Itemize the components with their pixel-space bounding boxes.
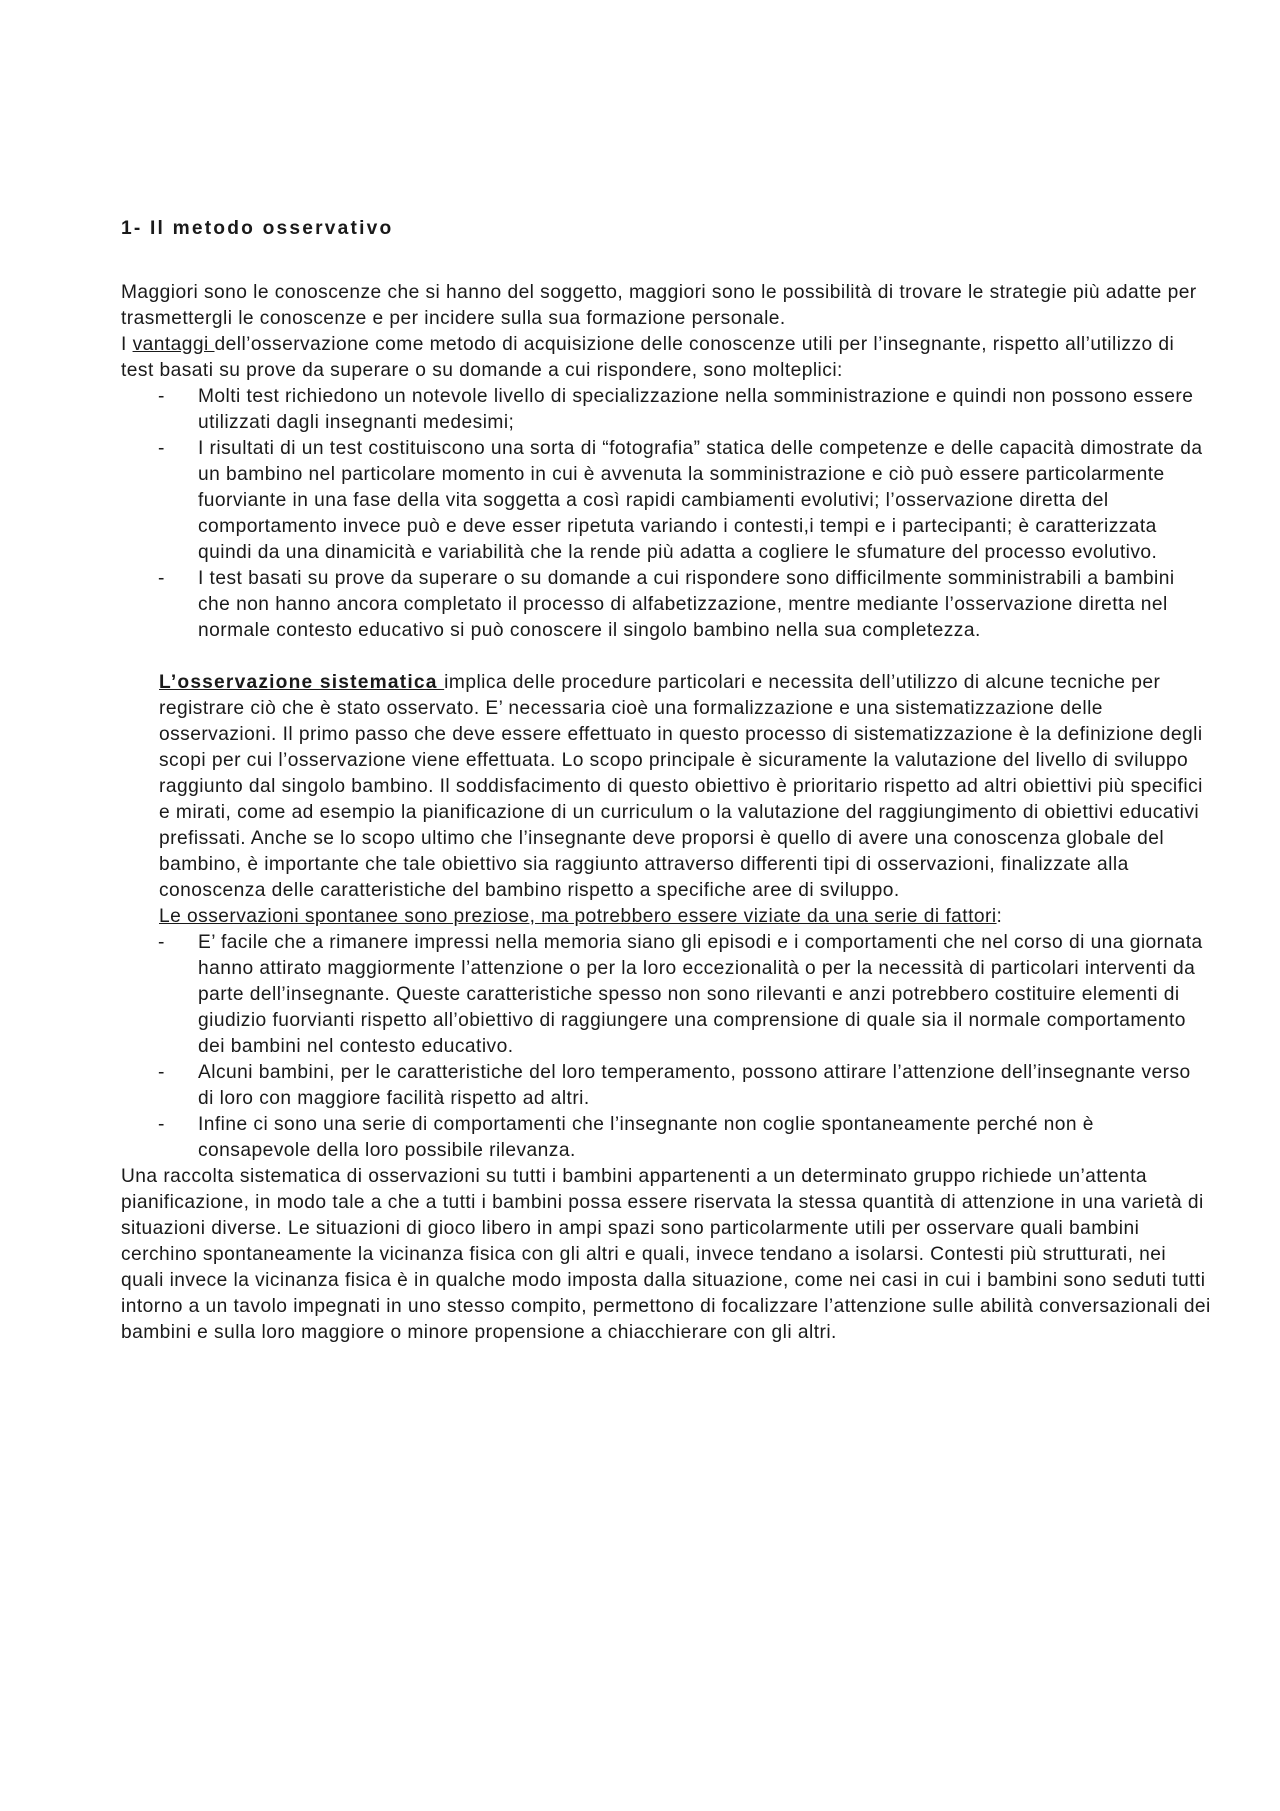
list-item — [158, 436, 1211, 566]
spontaneous-heading: Le osservazioni spontanee sono preziose, ma potrebbero essere viziate da una serie di fattori — [159, 906, 997, 927]
list-item — [158, 930, 1211, 1060]
list-item — [158, 566, 1211, 644]
list-item — [158, 1112, 1211, 1164]
document-page — [121, 216, 1211, 1346]
intro-paragraph — [121, 280, 1211, 384]
dash-bullet: - — [158, 1114, 165, 1135]
list-item-text: I risultati di un test costituiscono una sorta di “fotografia” statica delle competenze e delle capacità dimostrate da un bambino nel particolare momento in cui è avvenuta la somministrazione e ciò può essere particolarmente fuorviante in una fase della vita soggetta a così rapidi cambiamenti evolutivi; l’osservazione diretta del comportamento invece può e deve esser ripetuta variando i contesti,i tempi e i partecipanti; è caratterizzata quindi da una dinamicità e variabilità che la rende più adatta a cogliere le sfumature del processo evolutivo. — [198, 438, 1203, 563]
list-item-text: Infine ci sono una serie di comportamenti che l’insegnante non coglie spontaneamente perché non è consapevole della loro possibile rilevanza. — [198, 1114, 1094, 1161]
spontaneous-colon: : — [996, 906, 1003, 927]
list-item-text: Alcuni bambini, per le caratteristiche del loro temperamento, possono attirare l’attenzione dell’insegnante verso di loro con maggiore facilità rispetto ad altri. — [198, 1062, 1191, 1109]
list-item — [158, 384, 1211, 436]
list-item-text: E’ facile che a rimanere impressi nella memoria siano gli episodi e i comportamenti che nel corso di una giornata hanno attirato maggiormente l’attenzione o per la loro eccezionalità o per la necessità di particolari interventi da parte dell’insegnante. Queste caratteristiche spesso non sono rilevanti e anzi potrebbero costituire elementi di giudizio fuorvianti rispetto all’obiettivo di raggiungere una comprensione di quale sia il normale comportamento dei bambini nel contesto educativo. — [198, 932, 1203, 1057]
list-item-text: I test basati su prove da superare o su domande a cui rispondere sono difficilmente somministrabili a bambini che non hanno ancora completato il processo di alfabetizzazione, mentre mediante l’osservazione diretta nel normale contesto educativo si può conoscere il singolo bambino nella sua completezza. — [198, 568, 1175, 641]
dash-bullet: - — [158, 386, 165, 407]
systematic-paragraph — [159, 670, 1211, 904]
advantages-list — [121, 384, 1211, 644]
intro-vantaggi-text: dell’osservazione come metodo di acquisizione delle conoscenze utili per l’insegnante, rispetto all’utilizzo di test basati su prove da superare o su domande a cui rispondere, sono molteplici: — [121, 334, 1175, 381]
factors-list — [121, 930, 1211, 1164]
section-title: 1- Il metodo osservativo — [121, 218, 394, 239]
systematic-section — [121, 670, 1211, 930]
conclusion-paragraph: Una raccolta sistematica di osservazioni su tutti i bambini appartenenti a un determinato gruppo richiede un’attenta pianificazione, in modo tale a che a tutti i bambini possa essere riservata la stessa quantità di attenzione in una varietà di situazioni diverse. Le situazioni di gioco libero in ampi spazi sono particolarmente utili per osservare quali bambini cerchino spontaneamente la vicinanza fisica con gli altri e quali, invece tendano a isolarsi. Contesti più strutturati, nei quali invece la vicinanza fisica è in qualche modo imposta dalla situazione, come nei casi in cui i bambini sono seduti tutti intorno a un tavolo impegnati in uno stesso compito, permettono di focalizzare l’attenzione sulle abilità conversazionali dei bambini e sulla loro maggiore o minore propensione a chiacchierare con gli altri. — [121, 1166, 1211, 1343]
vantaggi-term: vantaggi — [132, 334, 215, 355]
dash-bullet: - — [158, 1062, 165, 1083]
dash-bullet: - — [158, 568, 165, 589]
systematic-term: L’osservazione sistematica — [159, 672, 445, 693]
intro-prefix: I — [121, 334, 133, 355]
spontaneous-heading-line — [159, 904, 1211, 930]
dash-bullet: - — [158, 932, 165, 953]
list-item — [158, 1060, 1211, 1112]
dash-bullet: - — [158, 438, 165, 459]
systematic-text: implica delle procedure particolari e necessita dell’utilizzo di alcune tecniche per registrare ciò che è stato osservato. E’ necessaria cioè una formalizzazione e una sistematizzazione delle osservazioni. Il primo passo che deve essere effettuato in questo processo di sistematizzazione è la definizione degli scopi per cui l’osservazione viene effettuata. Lo scopo principale è sicuramente la valutazione del livello di sviluppo raggiunto dal singolo bambino. Il soddisfacimento di questo obiettivo è prioritario rispetto ad altri obiettivi più specifici e mirati, come ad esempio la pianificazione di un curriculum o la valutazione del raggiungimento di obiettivi educativi prefissati. Anche se lo scopo ultimo che l’insegnante deve proporsi è quello di avere una conoscenza globale del bambino, è importante che tale obiettivo sia raggiunto attraverso differenti tipi di osservazioni, finalizzate alla conoscenza delle caratteristiche del bambino rispetto a specifiche aree di sviluppo. — [159, 672, 1203, 901]
list-item-text: Molti test richiedono un notevole livello di specializzazione nella somministrazione e quindi non possono essere utilizzati dagli insegnanti medesimi; — [198, 386, 1194, 433]
intro-text: Maggiori sono le conoscenze che si hanno del soggetto, maggiori sono le possibilità di trovare le strategie più adatte per trasmettergli le conoscenze e per incidere sulla sua formazione personale. — [121, 282, 1197, 329]
